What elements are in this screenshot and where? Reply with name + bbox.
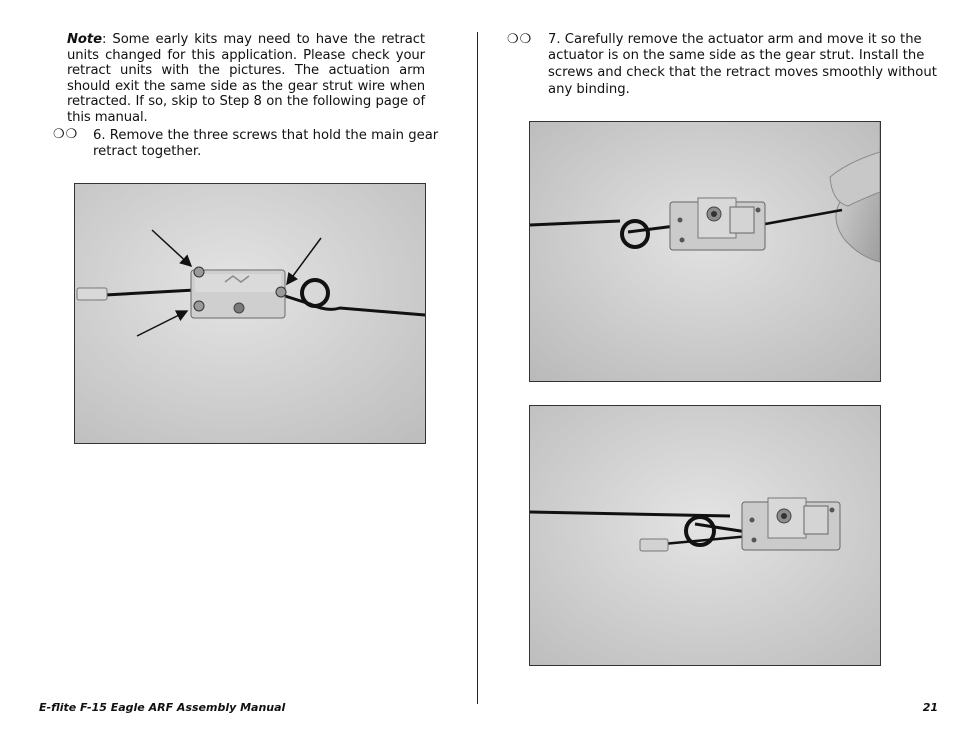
step-6-checkbox[interactable]: ❍❍ bbox=[53, 127, 79, 142]
note-label: Note bbox=[67, 32, 102, 47]
column-divider bbox=[477, 32, 478, 704]
step-7-line-4: any binding. bbox=[548, 82, 630, 97]
footer-page-number: 21 bbox=[922, 701, 938, 714]
step-7-checkbox[interactable]: ❍❍ bbox=[507, 32, 533, 47]
step-7-line-2: actuator is on the same side as the gear strut. Install the bbox=[548, 48, 925, 63]
step-7-line-3: screws and check that the retract moves smoothly without bbox=[548, 65, 937, 80]
note-text: : Some early kits may need to have the retract units changed for this application. Please check your retract units with the pictures. The actuation arm should exit the same side as the gear strut wire when retracted. If so, skip to Step 8 on the following page of this manual. bbox=[67, 32, 425, 125]
actuator-arm-photo bbox=[529, 121, 881, 382]
retract-screws-photo bbox=[74, 183, 426, 444]
step-7-line-1: 7. Carefully remove the actuator arm and move it so the bbox=[548, 32, 922, 47]
reassembled-retract-photo bbox=[529, 405, 881, 666]
step-6-line-1: 6. Remove the three screws that hold the main gear bbox=[93, 128, 439, 143]
note-paragraph bbox=[67, 32, 425, 126]
step-6-line-2: retract together. bbox=[93, 144, 202, 159]
footer-manual-title: E-flite F-15 Eagle ARF Assembly Manual bbox=[39, 701, 286, 714]
